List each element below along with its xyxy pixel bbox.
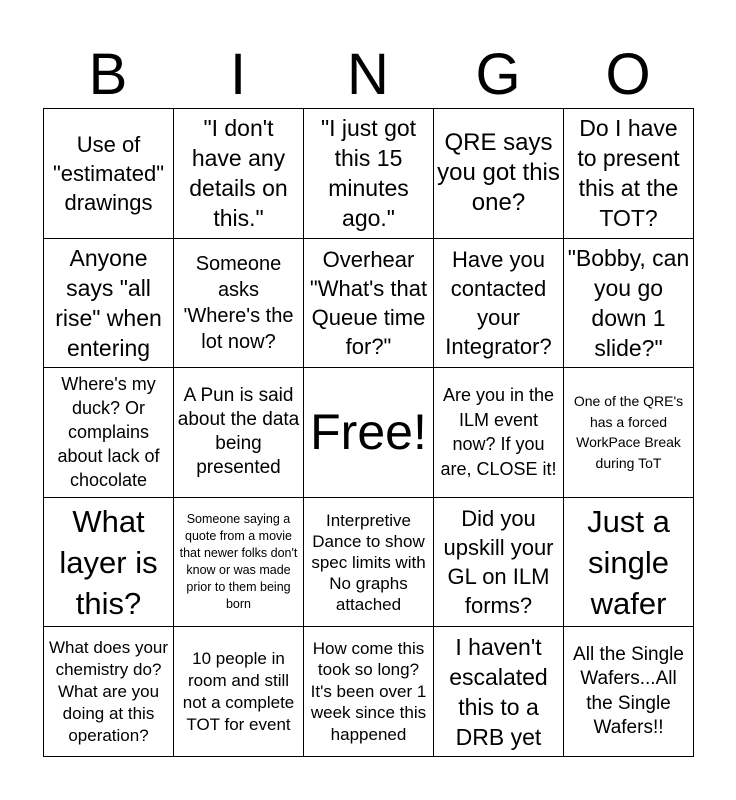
header-letter-b: B bbox=[88, 42, 128, 107]
bingo-cell[interactable] bbox=[44, 498, 174, 628]
bingo-cell[interactable] bbox=[434, 627, 564, 757]
cell-text: "I don't have any details on this." bbox=[189, 115, 288, 232]
cell-text: I haven't escalated this to a DRB yet bbox=[449, 633, 548, 750]
bingo-cell[interactable] bbox=[434, 239, 564, 369]
bingo-cell[interactable] bbox=[174, 368, 304, 498]
cell-text: Do I have to present this at the TOT? bbox=[577, 115, 680, 232]
bingo-cell[interactable] bbox=[44, 109, 174, 239]
cell-text: 10 people in room and still not a complete TOT for event bbox=[182, 648, 295, 734]
cell-text: Are you in the ILM event now? If you are, CLOSE it! bbox=[440, 385, 557, 479]
header-letter-g: G bbox=[475, 42, 521, 107]
cell-text: Overhear "What's that Queue time for?" bbox=[309, 246, 428, 359]
free-space-text: Free! bbox=[310, 404, 427, 461]
cell-text: Just a single wafer bbox=[587, 503, 670, 621]
bingo-board bbox=[43, 108, 694, 757]
cell-text: How come this took so long? It's been over 1 week since this happened bbox=[310, 638, 427, 744]
bingo-cell-free[interactable] bbox=[304, 368, 434, 498]
bingo-cell[interactable] bbox=[564, 109, 694, 239]
bingo-cell[interactable] bbox=[434, 498, 564, 628]
bingo-cell[interactable] bbox=[44, 239, 174, 369]
header-letter-o: O bbox=[605, 42, 651, 107]
cell-text: Did you upskill your GL on ILM forms? bbox=[443, 506, 554, 619]
cell-text: Use of "estimated" drawings bbox=[53, 131, 164, 215]
bingo-cell[interactable] bbox=[174, 498, 304, 628]
cell-text: All the Single Wafers...All the Single Wafers!! bbox=[573, 643, 684, 739]
header-letter-n: N bbox=[347, 42, 389, 107]
bingo-cell[interactable] bbox=[304, 627, 434, 757]
bingo-cell[interactable] bbox=[174, 109, 304, 239]
cell-text: Have you contacted your Integrator? bbox=[445, 246, 552, 359]
bingo-cell[interactable] bbox=[44, 627, 174, 757]
cell-text: Where's my duck? Or complains about lack of chocolate bbox=[57, 374, 160, 491]
bingo-header bbox=[43, 40, 693, 108]
bingo-cell[interactable] bbox=[174, 627, 304, 757]
cell-text: Someone saying a quote from a movie that newer folks don't know or was made prior to them being born bbox=[179, 512, 298, 612]
cell-text: Someone asks 'Where's the lot now? bbox=[183, 252, 294, 353]
bingo-cell[interactable] bbox=[174, 239, 304, 369]
cell-text: "I just got this 15 minutes ago." bbox=[320, 115, 417, 232]
cell-text: QRE says you got this one? bbox=[437, 129, 560, 217]
cell-text: A Pun is said about the data being presented bbox=[177, 385, 300, 479]
cell-text: What does your chemistry do? What are you doing at this operation? bbox=[48, 637, 169, 745]
bingo-cell[interactable] bbox=[434, 368, 564, 498]
bingo-cell[interactable] bbox=[564, 239, 694, 369]
bingo-cell[interactable] bbox=[304, 498, 434, 628]
bingo-cell[interactable] bbox=[304, 239, 434, 369]
bingo-cell[interactable] bbox=[304, 109, 434, 239]
cell-text: Anyone says "all rise" when entering bbox=[55, 244, 162, 361]
header-letter-i: I bbox=[229, 42, 247, 107]
bingo-cell[interactable] bbox=[44, 368, 174, 498]
bingo-cell[interactable] bbox=[434, 109, 564, 239]
cell-text: "Bobby, can you go down 1 slide?" bbox=[567, 244, 690, 361]
cell-text: One of the QRE's has a forced WorkPace Break during ToT bbox=[573, 393, 684, 471]
cell-text: Interpretive Dance to show spec limits with No graphs attached bbox=[311, 510, 426, 614]
bingo-cell[interactable] bbox=[564, 498, 694, 628]
bingo-cell[interactable] bbox=[564, 627, 694, 757]
bingo-cell[interactable] bbox=[564, 368, 694, 498]
cell-text: What layer is this? bbox=[59, 503, 158, 621]
